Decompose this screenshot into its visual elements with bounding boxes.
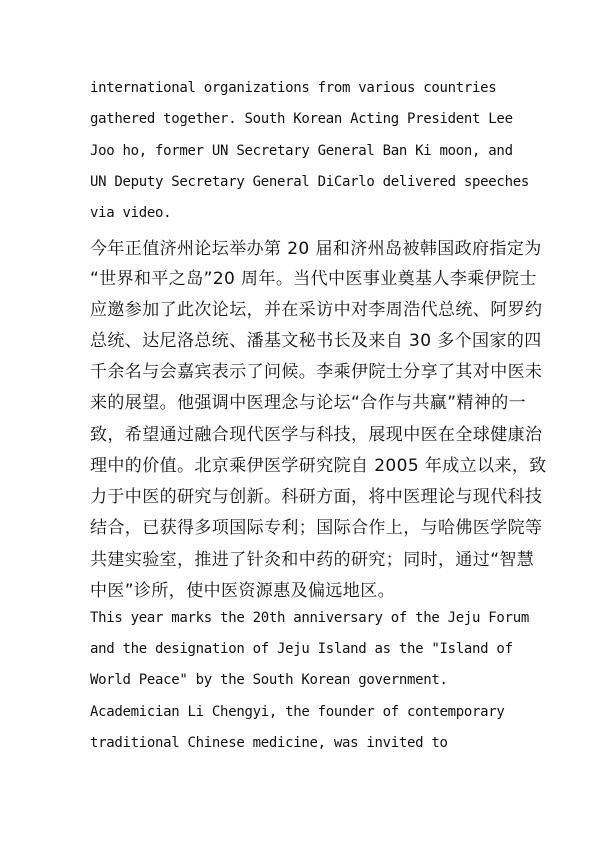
- text-line: 中医”诊所，使中医资源惠及偏远地区。: [90, 581, 396, 601]
- text-line: 结合，已获得多项国际专利；国际合作上，与哈佛医学院等: [90, 518, 543, 538]
- text-line: and the designation of Jeju Island as the "Island of: [90, 641, 513, 657]
- text-line: 力于中医的研究与创新。科研方面，将中医理论与现代科技: [90, 487, 543, 507]
- text-line: 理中的价值。北京乘伊医学研究院自 2005 年成立以来，致: [90, 456, 547, 476]
- text-line: “世界和平之岛”20 周年。当代中医事业奠基人李乘伊院士: [90, 269, 537, 289]
- text-line: UN Deputy Secretary General DiCarlo delivered speeches: [90, 174, 529, 190]
- text-line: 致，希望通过融合现代医学与科技，展现中医在全球健康治: [90, 425, 543, 445]
- text-line: Academician Li Chengyi, the founder of contemporary: [90, 704, 505, 720]
- text-line: 共建实验室，推进了针灸和中药的研究；同时，通过“智慧: [90, 550, 535, 570]
- text-line: 总统、达尼洛总统、潘基文秘书长及来自 30 多个国家的四: [90, 331, 542, 351]
- text-line: via video.: [90, 205, 172, 221]
- text-line: international organizations from various countries: [90, 80, 497, 96]
- text-line: 来的展望。他强调中医理念与论坛“合作与共赢”精神的一: [90, 393, 527, 413]
- text-line: World Peace" by the South Korean government.: [90, 672, 448, 688]
- text-line: 今年正值济州论坛举办第 20 届和济州岛被韩国政府指定为: [90, 239, 542, 259]
- text-line: Joo ho, former UN Secretary General Ban Ki moon, and: [90, 143, 513, 159]
- text-line: This year marks the 20th anniversary of the Jeju Forum: [90, 610, 529, 626]
- text-line: traditional Chinese medicine, was invited to: [90, 735, 448, 751]
- text-line: gathered together. South Korean Acting President Lee: [90, 111, 513, 127]
- text-line: 应邀参加了此次论坛，并在采访中对李周浩代总统、阿罗约: [90, 300, 543, 320]
- text-line: 千余名与会嘉宾表示了问候。李乘伊院士分享了其对中医未: [90, 362, 543, 382]
